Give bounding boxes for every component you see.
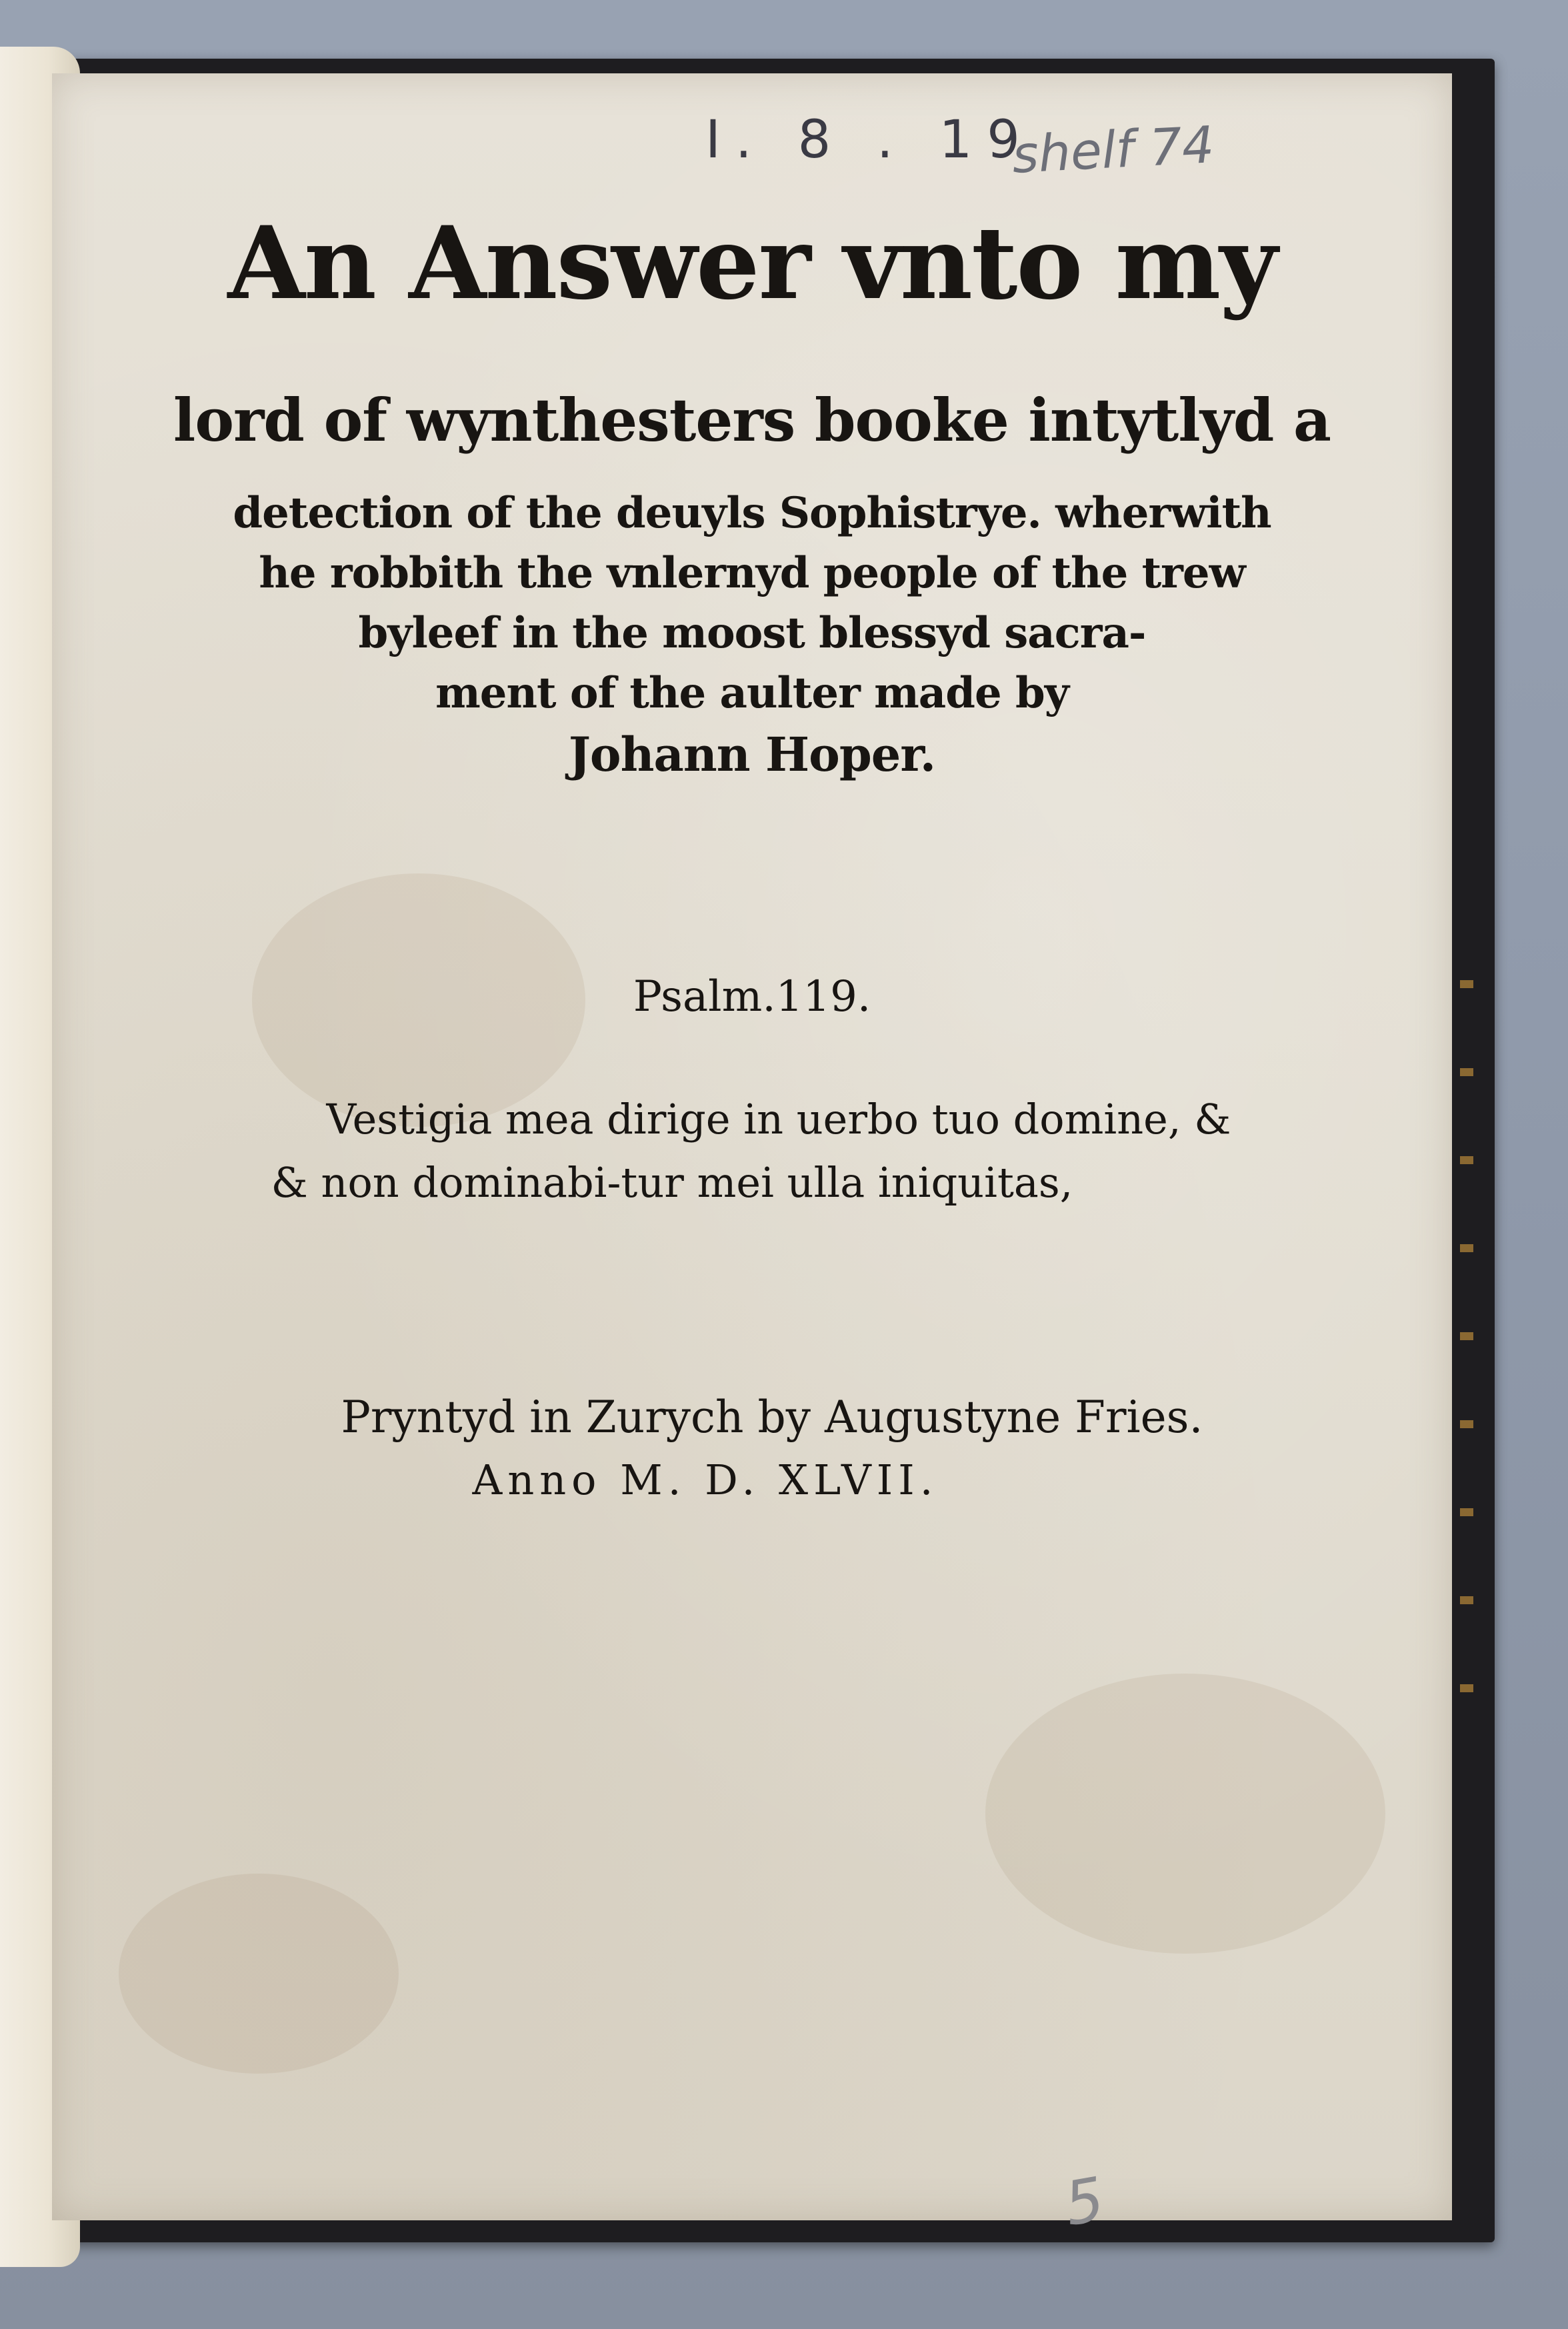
title-line-6: ment of the aulter made by bbox=[435, 668, 1069, 718]
title-line-1: An Answer vnto my bbox=[227, 205, 1277, 322]
author-line: Johann Hoper. bbox=[568, 727, 936, 782]
title-line-4: he robbith the vnlernyd people of the trew bbox=[259, 548, 1245, 598]
title-line-3: detection of the deuyls Sophistrye. wherwith bbox=[233, 488, 1271, 538]
psalm-reference: Psalm.119. bbox=[633, 972, 871, 1021]
imprint-printer: Pryntyd in Zurych by Augustyne Fries. bbox=[341, 1392, 1203, 1443]
handwritten-shelf-note: shelf 74 bbox=[1010, 115, 1216, 185]
handwritten-shelfmark: I. 8 . 19 bbox=[705, 110, 1035, 170]
cover-edge-decoration bbox=[1460, 900, 1473, 1700]
title-page bbox=[52, 73, 1452, 2240]
verse-line-1: Vestigia mea dirige in uerbo tuo domine, & bbox=[326, 1095, 1231, 1143]
title-line-2: lord of wynthesters booke intytlyd a bbox=[173, 385, 1331, 455]
paper-stain bbox=[119, 1874, 399, 2074]
title-line-5: byleef in the moost blessyd sacra- bbox=[358, 608, 1146, 658]
handwritten-page-note: 5 bbox=[1059, 2164, 1109, 2240]
verse-line-2: & non dominabi-tur mei ulla iniquitas, bbox=[271, 1158, 1073, 1207]
imprint-date: Anno M. D. XLVII. bbox=[472, 1456, 939, 1504]
paper-stain bbox=[985, 1674, 1385, 1954]
